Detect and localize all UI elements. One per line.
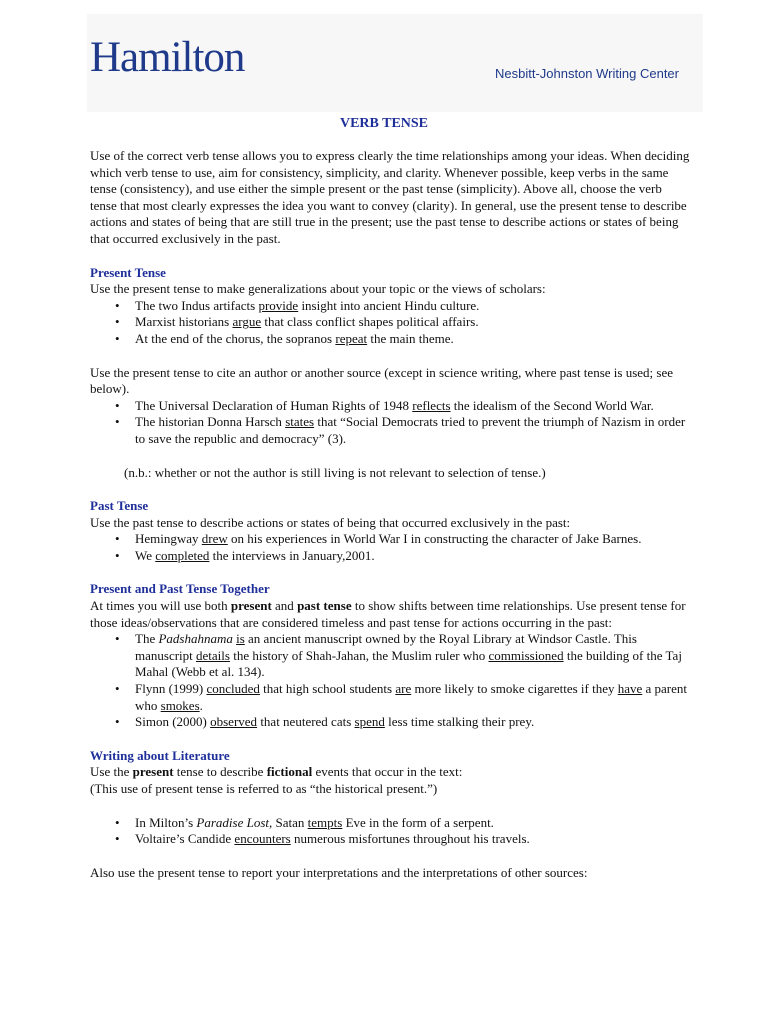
past-tense-lead: Use the past tense to describe actions or states of being that occurred exclusively in the past: bbox=[90, 514, 571, 530]
intro-paragraph: Use of the correct verb tense allows you to express clearly the time relationships among your ideas. When deciding which verb tense to use, aim for consistency, simplicity, and clarity. Whenever possible, keep verbs in the same tense (consistency), and use either the simple present or the past tense (simplicity). Above all, choose the verb tense that most clearly expresses the idea you want to convey (clarity). In general, use the present tense to describe actions and states of being that are still true in the present; use the past tense to describe actions or states of being that occurred exclusively in the past. bbox=[90, 148, 690, 246]
together-heading: Present and Past Tense Together bbox=[90, 581, 270, 597]
list-item: • Marxist historians argue that class conflict shapes political affairs. bbox=[90, 314, 690, 331]
letterhead bbox=[87, 14, 703, 112]
literature-list bbox=[90, 815, 690, 848]
list-item: • Flynn (1999) concluded that high school students are more likely to smoke cigarettes if they have a parent who smokes. bbox=[90, 681, 690, 714]
page-title: VERB TENSE bbox=[339, 116, 429, 131]
list-item: • We completed the interviews in January,2001. bbox=[90, 548, 690, 565]
literature-note: (This use of present tense is referred to as “the historical present.”) bbox=[90, 781, 438, 796]
hamilton-logo: Hamilton bbox=[90, 34, 245, 81]
document-body bbox=[90, 148, 690, 881]
list-item: • The two Indus artifacts provide insight into ancient Hindu culture. bbox=[90, 298, 690, 315]
list-item: • Simon (2000) observed that neutered cats spend less time stalking their prey. bbox=[90, 714, 690, 731]
list-item: • Hemingway drew on his experiences in World War I in constructing the character of Jake Barnes. bbox=[90, 531, 690, 548]
literature-heading: Writing about Literature bbox=[90, 747, 230, 763]
list-item: • At the end of the chorus, the sopranos repeat the main theme. bbox=[90, 331, 690, 348]
present-tense-cite-list bbox=[90, 398, 690, 448]
present-tense-heading: Present Tense bbox=[90, 264, 166, 280]
closing-paragraph: Also use the present tense to report your interpretations and the interpretations of other sources: bbox=[90, 864, 588, 880]
list-item: • Voltaire’s Candide encounters numerous misfortunes throughout his travels. bbox=[90, 831, 690, 848]
list-item: • The Padshahnama is an ancient manuscript owned by the Royal Library at Windsor Castle. This manuscript details the history of Shah-Jahan, the Muslim ruler who commissioned the building of the Taj Mahal (Webb et al. 134). bbox=[90, 631, 690, 681]
present-tense-cite-lead: Use the present tense to cite an author or another source (except in science writing, where past tense is used; see below). bbox=[90, 364, 673, 397]
list-item: • In Milton’s Paradise Lost, Satan tempts Eve in the form of a serpent. bbox=[90, 815, 690, 832]
together-list bbox=[90, 631, 690, 731]
present-tense-lead: Use the present tense to make generalizations about your topic or the views of scholars: bbox=[90, 281, 546, 297]
list-item: • The historian Donna Harsch states that “Social Democrats tried to prevent the triumph of Nazism in order to save the republic and democracy” (3). bbox=[90, 414, 690, 447]
list-item: • The Universal Declaration of Human Rights of 1948 reflects the idealism of the Second World War. bbox=[90, 398, 690, 415]
nb-note: (n.b.: whether or not the author is still living is not relevant to selection of tense.) bbox=[124, 464, 546, 480]
together-lead: At times you will use both present and past tense to show shifts between time relationships. Use present tense for those ideas/observations that are considered timeless and past tense for actions occurring in the past: bbox=[90, 598, 686, 630]
past-tense-heading: Past Tense bbox=[90, 498, 149, 514]
literature-lead: Use the present tense to describe fictional events that occur in the text: bbox=[90, 764, 463, 780]
past-tense-list bbox=[90, 531, 690, 564]
writing-center-name: Nesbitt-Johnston Writing Center bbox=[494, 66, 679, 81]
present-tense-list bbox=[90, 298, 690, 348]
